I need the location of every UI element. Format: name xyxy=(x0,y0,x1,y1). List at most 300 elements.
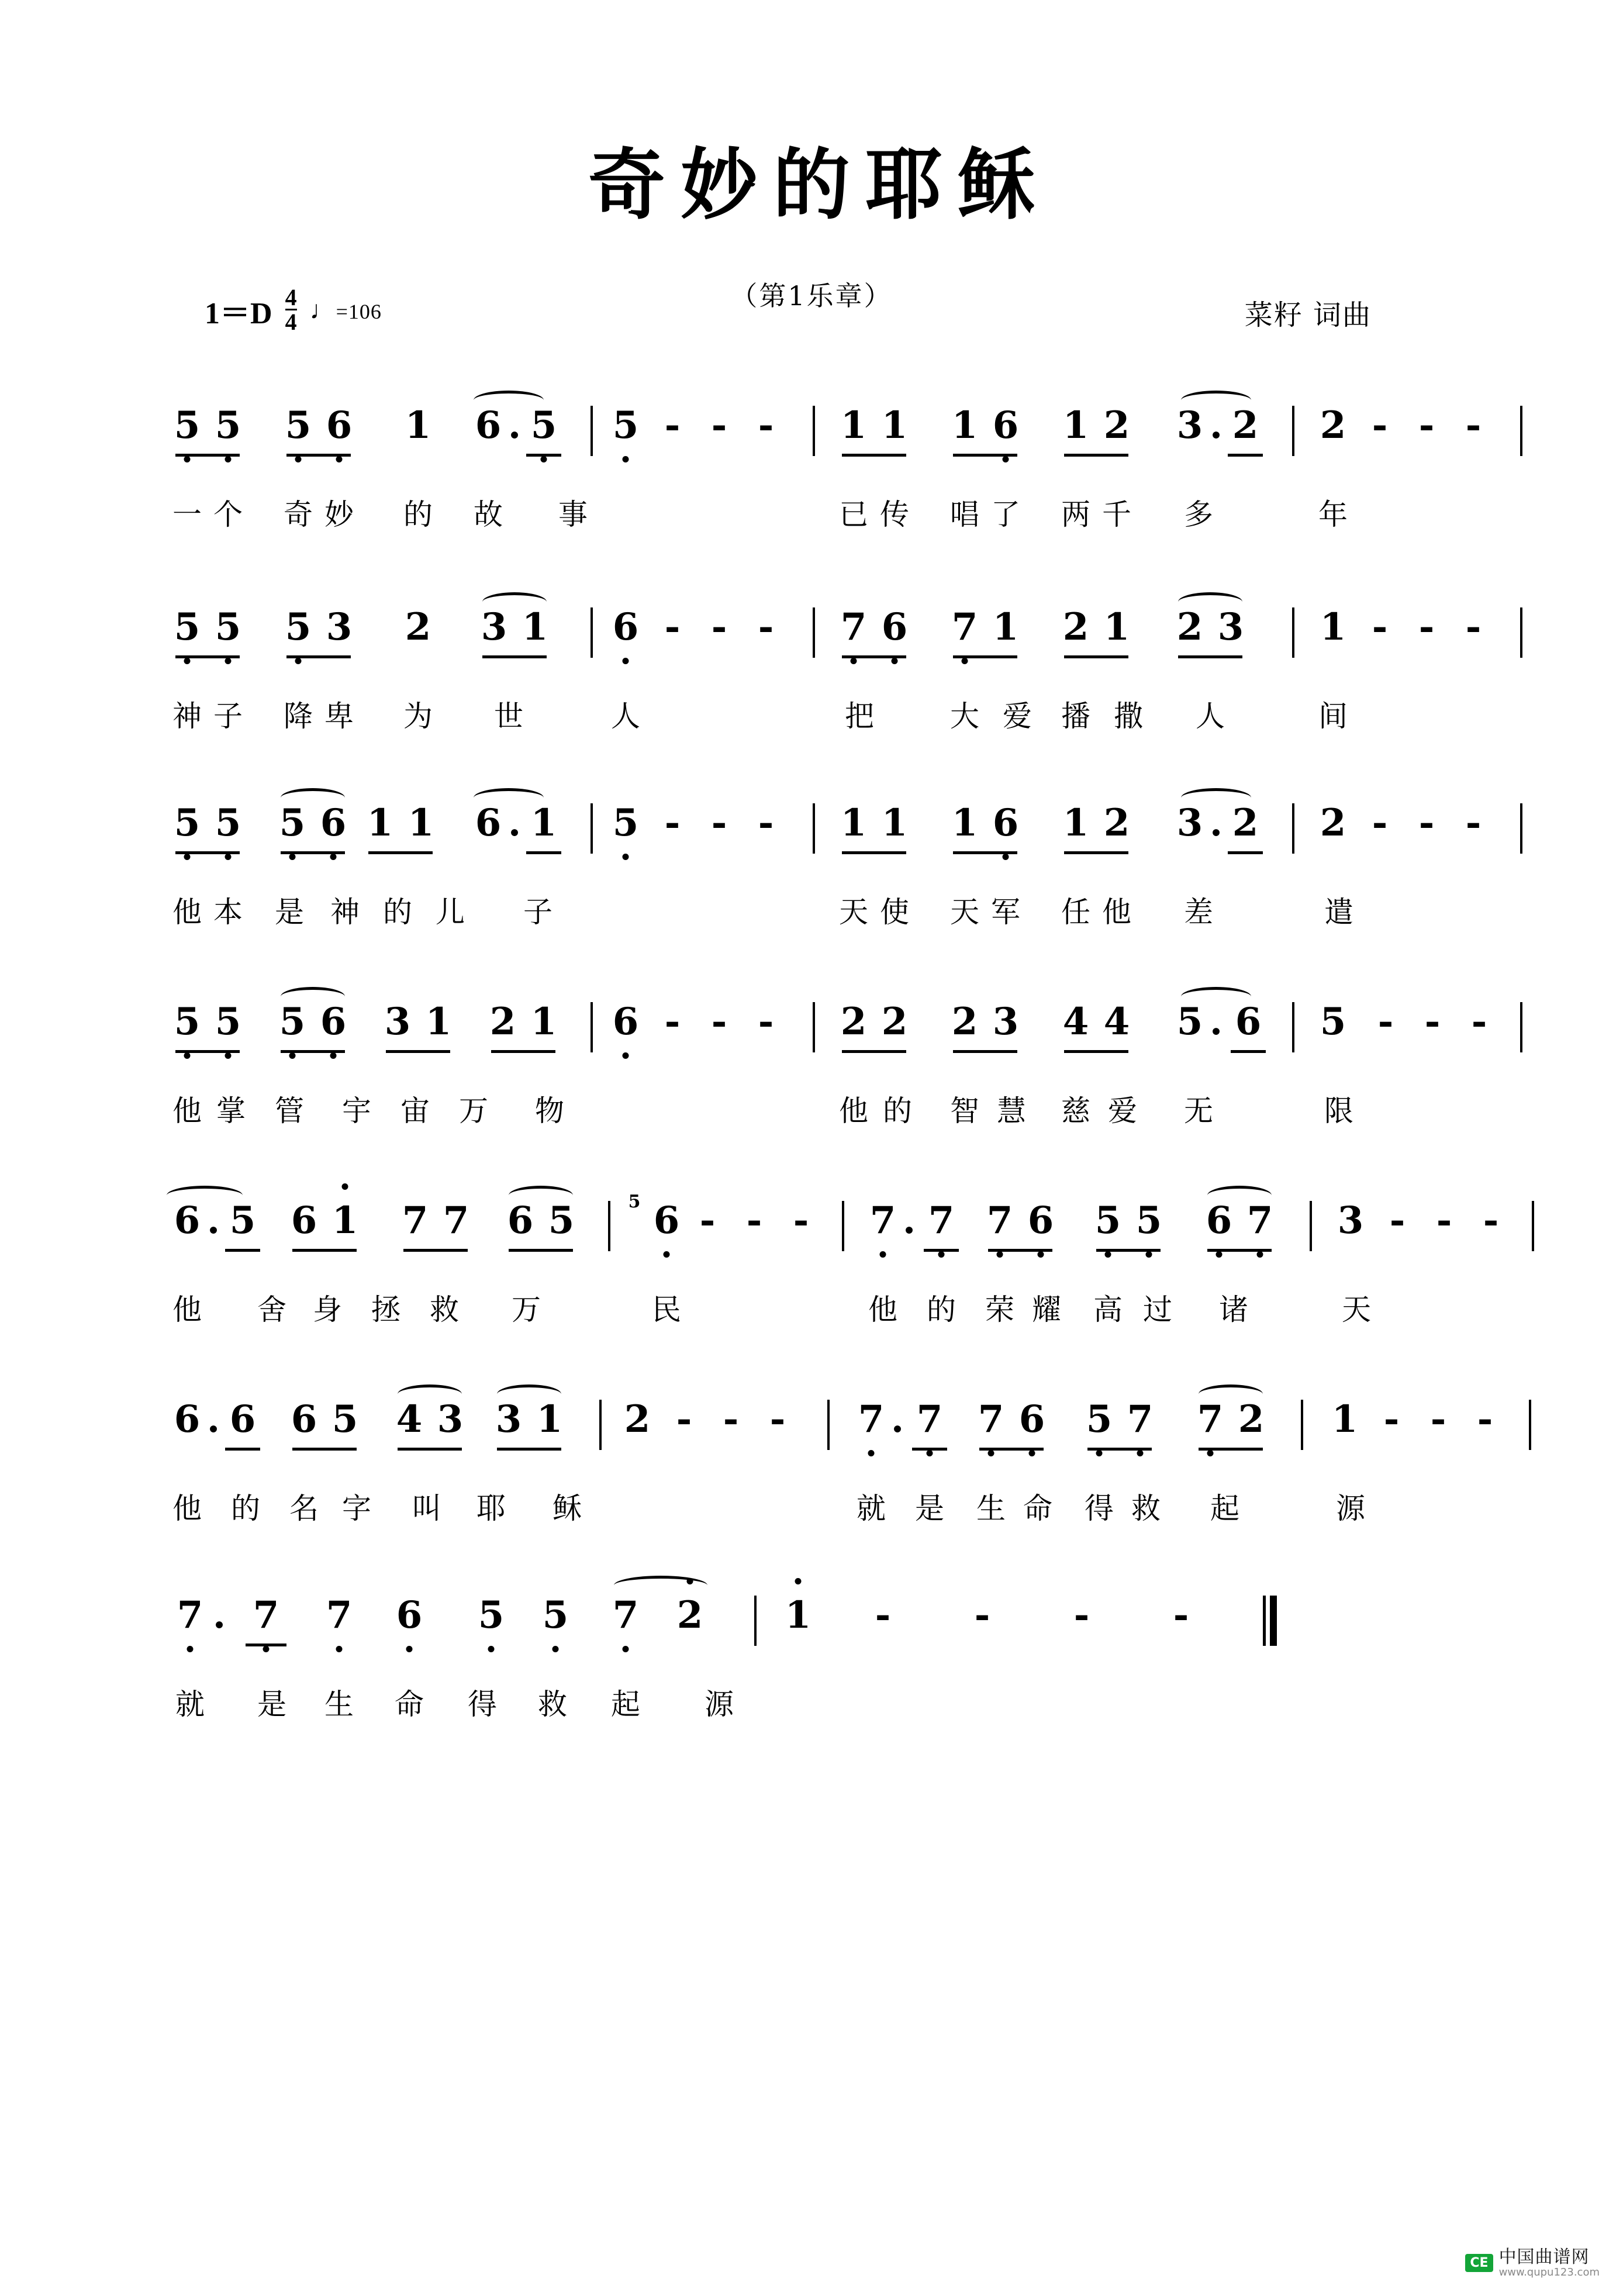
barline xyxy=(1520,803,1522,854)
beam xyxy=(482,655,547,658)
note: 5 xyxy=(1094,1199,1121,1242)
octave-dot-low xyxy=(868,1450,875,1456)
octave-dot-low xyxy=(295,456,302,462)
note: 4 xyxy=(1062,1000,1089,1044)
beam xyxy=(286,454,351,457)
sustain-dash: - xyxy=(758,605,774,649)
lyric-syllable: 就 xyxy=(175,1687,205,1721)
note: 3 xyxy=(1176,801,1203,845)
lyric-syllable: 他 xyxy=(172,1293,202,1327)
music-system-4 xyxy=(164,1000,1487,1128)
lyric-syllable: 爱 xyxy=(1003,699,1032,733)
note: 2 xyxy=(489,1000,516,1044)
lyric-syllable: 爱 xyxy=(1108,1094,1137,1128)
sustain-dash: - xyxy=(1418,801,1435,845)
lyric-syllable: 名 xyxy=(289,1491,319,1525)
barline xyxy=(813,803,815,854)
note: 7 xyxy=(253,1593,279,1637)
lyric-syllable: 差 xyxy=(1184,895,1213,929)
sustain-dash: - xyxy=(676,1397,692,1441)
music-system-1 xyxy=(164,403,1482,531)
beam xyxy=(281,851,345,854)
lyric-syllable: 就 xyxy=(857,1491,886,1525)
note-row-1 xyxy=(164,403,1482,474)
dot-extension: . xyxy=(206,1397,220,1441)
beam xyxy=(1207,1249,1272,1252)
beam xyxy=(988,1249,1052,1252)
lyric-syllable: 大 xyxy=(950,699,979,733)
lyric-syllable: 慧 xyxy=(997,1094,1026,1128)
octave-dot-low xyxy=(623,1646,629,1652)
octave-dot-low xyxy=(552,1646,559,1652)
octave-dot-low xyxy=(892,658,898,664)
note: 1 xyxy=(530,1000,557,1044)
grace-note: 5 xyxy=(628,1192,641,1212)
sustain-dash: - xyxy=(1383,1397,1400,1441)
octave-dot-low xyxy=(225,854,232,860)
note: 2 xyxy=(1232,801,1259,845)
lyric-syllable: 天 xyxy=(950,895,979,929)
note: 1 xyxy=(425,1000,452,1044)
sustain-dash: - xyxy=(664,605,681,649)
sustain-dash: - xyxy=(758,1000,774,1044)
note: 2 xyxy=(1062,605,1089,649)
octave-dot-low xyxy=(406,1646,413,1652)
sustain-dash: - xyxy=(1477,1397,1493,1441)
note-row-7 xyxy=(164,1593,1473,1663)
time-signature-numerator: 4 xyxy=(285,284,297,310)
dot-extension: . xyxy=(507,801,522,845)
octave-dot-low xyxy=(1038,1251,1044,1258)
sustain-dash: - xyxy=(711,801,727,845)
lyric-row-4 xyxy=(164,1087,1473,1144)
beam xyxy=(1064,851,1128,854)
octave-dot-low xyxy=(184,658,191,664)
note: 5 xyxy=(285,605,312,649)
lyric-syllable: 救 xyxy=(538,1687,567,1721)
octave-dot-low xyxy=(289,854,296,860)
sustain-dash: - xyxy=(711,403,727,447)
octave-dot-low xyxy=(623,1052,629,1059)
note: 6 xyxy=(229,1397,256,1441)
note: 5 xyxy=(285,403,312,447)
lyric-syllable: 子 xyxy=(213,699,243,733)
lyric-syllable: 的 xyxy=(927,1293,956,1327)
composer-credit: 菜籽 词曲 xyxy=(1244,299,1372,332)
lyric-syllable: 的 xyxy=(403,498,433,531)
octave-dot-low xyxy=(336,456,343,462)
note: 5 xyxy=(215,801,241,845)
note: 6 xyxy=(1027,1199,1054,1242)
note-row-3 xyxy=(164,801,1482,871)
lyric-syllable: 得 xyxy=(1085,1491,1114,1525)
note: 2 xyxy=(1238,1397,1265,1441)
note: 5 xyxy=(215,605,241,649)
lyric-syllable: 诸 xyxy=(1219,1293,1248,1327)
note: 6 xyxy=(326,403,353,447)
note: 1 xyxy=(840,801,867,845)
lyric-syllable: 民 xyxy=(652,1293,681,1327)
note: 3 xyxy=(326,605,353,649)
octave-dot-low xyxy=(1257,1251,1263,1258)
sustain-dash: - xyxy=(1372,605,1388,649)
lyric-syllable: 生 xyxy=(324,1687,354,1721)
note: 5 xyxy=(478,1593,505,1637)
octave-dot-low xyxy=(623,658,629,664)
octave-dot-low xyxy=(988,1450,994,1456)
note: 6 xyxy=(992,403,1019,447)
sustain-dash: - xyxy=(793,1199,809,1242)
lyric-syllable: 物 xyxy=(535,1094,564,1128)
lyric-syllable: 宇 xyxy=(342,1094,371,1128)
barline xyxy=(591,607,593,658)
note: 6 xyxy=(174,1397,201,1441)
lyric-syllable: 卑 xyxy=(324,699,354,733)
lyric-syllable: 身 xyxy=(313,1293,342,1327)
lyric-syllable: 起 xyxy=(611,1687,640,1721)
barline xyxy=(754,1596,757,1646)
note: 1 xyxy=(881,801,908,845)
beam xyxy=(386,1050,450,1053)
lyric-syllable: 把 xyxy=(845,699,874,733)
octave-dot-low xyxy=(938,1251,945,1258)
octave-dot-low xyxy=(225,456,232,462)
sustain-dash: - xyxy=(664,1000,681,1044)
lyric-syllable: 传 xyxy=(880,498,909,531)
note: 1 xyxy=(331,1199,358,1242)
note: 5 xyxy=(174,403,201,447)
barline xyxy=(1292,607,1294,658)
note: 7 xyxy=(951,605,978,649)
note: 7 xyxy=(1246,1199,1273,1242)
note: 6 xyxy=(1235,1000,1262,1044)
lyric-syllable: 万 xyxy=(512,1293,541,1327)
barline xyxy=(827,1400,830,1450)
barline xyxy=(1292,406,1294,456)
lyric-syllable: 拯 xyxy=(371,1293,400,1327)
beam xyxy=(225,1249,260,1252)
lyric-syllable: 妙 xyxy=(324,498,354,531)
watermark-site-url: www.qupu123.com xyxy=(1498,2266,1600,2279)
sustain-dash: - xyxy=(875,1593,891,1637)
time-signature-denominator: 4 xyxy=(285,309,297,335)
octave-dot-low xyxy=(1096,1450,1103,1456)
note: 5 xyxy=(548,1199,575,1242)
lyric-row-1 xyxy=(164,491,1473,547)
tempo-marking xyxy=(310,295,382,325)
barline xyxy=(599,1400,602,1450)
beam xyxy=(175,655,240,658)
lyric-syllable: 宙 xyxy=(400,1094,430,1128)
sustain-dash: - xyxy=(1424,1000,1441,1044)
note: 2 xyxy=(1176,605,1203,649)
sustain-dash: - xyxy=(711,1000,727,1044)
lyric-syllable: 年 xyxy=(1318,498,1348,531)
octave-dot-low xyxy=(623,456,629,462)
music-system-3 xyxy=(164,801,1482,929)
octave-dot-low xyxy=(1029,1450,1035,1456)
lyric-syllable: 得 xyxy=(468,1687,497,1721)
note: 5 xyxy=(612,801,639,845)
barline xyxy=(1292,803,1294,854)
octave-dot-low xyxy=(488,1646,495,1652)
lyric-syllable: 是 xyxy=(915,1491,944,1525)
lyric-syllable: 字 xyxy=(342,1491,371,1525)
sustain-dash: - xyxy=(746,1199,762,1242)
note: 5 xyxy=(279,801,306,845)
lyric-syllable: 了 xyxy=(991,498,1020,531)
dot-extension: . xyxy=(890,1397,904,1441)
barline xyxy=(1310,1201,1312,1251)
note: 2 xyxy=(1320,801,1346,845)
octave-dot-low xyxy=(851,658,857,664)
note: 6 xyxy=(612,1000,639,1044)
lyric-syllable: 他 xyxy=(172,1491,202,1525)
note: 3 xyxy=(1337,1199,1364,1242)
note: 2 xyxy=(840,1000,867,1044)
note: 5 xyxy=(229,1199,256,1242)
note: 7 xyxy=(978,1397,1004,1441)
lyric-syllable: 儿 xyxy=(436,895,465,929)
octave-dot-low xyxy=(330,854,337,860)
octave-dot-low xyxy=(263,1646,270,1652)
note: 1 xyxy=(1062,801,1089,845)
beam xyxy=(175,851,240,854)
beam xyxy=(292,1448,357,1451)
note: 6 xyxy=(1018,1397,1045,1441)
sustain-dash: - xyxy=(1418,605,1435,649)
beam xyxy=(1231,1050,1266,1053)
note: 6 xyxy=(612,605,639,649)
note: 5 xyxy=(331,1397,358,1441)
octave-dot-low xyxy=(336,1646,343,1652)
note: 2 xyxy=(676,1593,703,1637)
sustain-dash: - xyxy=(1471,1000,1487,1044)
sustain-dash: - xyxy=(1465,801,1482,845)
note: 5 xyxy=(1320,1000,1346,1044)
dot-extension: . xyxy=(902,1199,916,1242)
note: 7 xyxy=(1127,1397,1154,1441)
sustain-dash: - xyxy=(769,1397,786,1441)
note: 6 xyxy=(992,801,1019,845)
sustain-dash: - xyxy=(1483,1199,1499,1242)
lyric-syllable: 无 xyxy=(1184,1094,1213,1128)
sustain-dash: - xyxy=(1389,1199,1406,1242)
sustain-dash: - xyxy=(723,1397,739,1441)
beam xyxy=(526,454,561,457)
beam xyxy=(491,1050,555,1053)
beam xyxy=(246,1644,286,1646)
octave-dot-low xyxy=(330,1052,337,1059)
lyric-row-6 xyxy=(164,1485,1473,1541)
lyric-syllable: 间 xyxy=(1318,699,1348,733)
sustain-dash: - xyxy=(699,1199,716,1242)
note: 5 xyxy=(542,1593,569,1637)
sustain-dash: - xyxy=(974,1593,990,1637)
note: 7 xyxy=(402,1199,429,1242)
note: 2 xyxy=(1232,403,1259,447)
note: 1 xyxy=(405,403,431,447)
barline xyxy=(813,607,815,658)
note: 1 xyxy=(992,605,1019,649)
page-title: 奇妙的耶稣 xyxy=(588,140,1050,230)
note: 1 xyxy=(951,403,978,447)
beam xyxy=(953,655,1017,658)
lyric-syllable: 已 xyxy=(839,498,868,531)
tempo-value: =106 xyxy=(336,299,382,323)
lyric-syllable: 神 xyxy=(172,699,202,733)
barline xyxy=(842,1201,844,1251)
note: 2 xyxy=(1320,403,1346,447)
lyric-syllable: 救 xyxy=(430,1293,459,1327)
key-and-tempo xyxy=(205,286,382,333)
octave-dot-low xyxy=(187,1646,194,1652)
sustain-dash: - xyxy=(664,403,681,447)
note: 6 xyxy=(174,1199,201,1242)
beam xyxy=(979,1448,1044,1451)
sustain-dash: - xyxy=(1377,1000,1394,1044)
lyric-syllable: 遣 xyxy=(1324,895,1353,929)
octave-dot-low xyxy=(664,1251,670,1258)
octave-dot-low xyxy=(541,456,547,462)
note: 7 xyxy=(986,1199,1013,1242)
note: 5 xyxy=(215,1000,241,1044)
note: 1 xyxy=(1331,1397,1358,1441)
watermark xyxy=(1465,2247,1600,2278)
sustain-dash: - xyxy=(758,403,774,447)
barline xyxy=(591,406,593,456)
beam xyxy=(842,655,906,658)
octave-dot-low xyxy=(184,854,191,860)
octave-dot-low xyxy=(1137,1450,1144,1456)
music-system-5 xyxy=(164,1192,1499,1327)
octave-dot-low xyxy=(225,658,232,664)
lyric-syllable: 事 xyxy=(558,498,588,531)
lyric-syllable: 任 xyxy=(1061,895,1090,929)
lyric-syllable: 荣 xyxy=(985,1293,1014,1327)
barline xyxy=(1520,1002,1522,1052)
note: 7 xyxy=(916,1397,943,1441)
barline xyxy=(1301,1400,1303,1450)
beam xyxy=(403,1249,468,1252)
lyric-syllable: 是 xyxy=(257,1687,286,1721)
note: 7 xyxy=(326,1593,353,1637)
music-system-7 xyxy=(164,1593,1473,1720)
note: 1 xyxy=(536,1397,563,1441)
beam xyxy=(953,851,1017,854)
note: 5 xyxy=(1176,1000,1203,1044)
lyric-syllable: 天 xyxy=(839,895,868,929)
note: 1 xyxy=(1062,403,1089,447)
beam xyxy=(842,454,906,457)
sustain-dash: - xyxy=(664,801,681,845)
octave-dot-low xyxy=(880,1251,886,1258)
note: 7 xyxy=(443,1199,469,1242)
barline xyxy=(813,1002,815,1052)
note: 3 xyxy=(481,605,507,649)
octave-dot-high xyxy=(687,1578,693,1584)
note-row-2 xyxy=(164,605,1482,675)
note: 2 xyxy=(881,1000,908,1044)
beam xyxy=(1064,454,1128,457)
note: 1 xyxy=(840,403,867,447)
watermark-site-name: 中国曲谱网 xyxy=(1498,2247,1590,2268)
lyric-syllable: 人 xyxy=(1196,699,1225,733)
note: 1 xyxy=(522,605,548,649)
page-subtitle: （第1乐章） xyxy=(730,280,893,312)
lyric-syllable: 舍 xyxy=(257,1293,286,1327)
barline xyxy=(1520,406,1522,456)
lyric-syllable: 人 xyxy=(611,699,640,733)
note: 2 xyxy=(1103,403,1130,447)
note: 7 xyxy=(177,1593,203,1637)
dot-extension: . xyxy=(1209,801,1223,845)
lyric-row-5 xyxy=(164,1286,1473,1342)
octave-dot-high xyxy=(342,1183,348,1190)
dot-extension: . xyxy=(1209,1000,1223,1044)
note-row-6 xyxy=(164,1397,1493,1468)
lyric-syllable: 起 xyxy=(1210,1491,1239,1525)
note: 6 xyxy=(507,1199,534,1242)
sustain-dash: - xyxy=(1073,1593,1090,1637)
lyric-syllable: 的 xyxy=(383,895,412,929)
lyric-syllable: 稣 xyxy=(552,1491,582,1525)
lyric-syllable: 耶 xyxy=(476,1491,506,1525)
octave-dot-low xyxy=(184,1052,191,1059)
octave-dot-low xyxy=(962,658,968,664)
beam xyxy=(526,851,561,854)
sustain-dash: - xyxy=(1465,403,1482,447)
music-system-6 xyxy=(164,1397,1493,1525)
lyric-syllable: 是 xyxy=(275,895,304,929)
lyric-syllable: 天 xyxy=(1342,1293,1371,1327)
note: 6 xyxy=(291,1397,317,1441)
lyric-syllable: 个 xyxy=(213,498,243,531)
sustain-dash: - xyxy=(711,605,727,649)
beam xyxy=(1096,1249,1161,1252)
lyric-syllable: 限 xyxy=(1324,1094,1353,1128)
octave-dot-low xyxy=(225,1052,232,1059)
watermark-text-block xyxy=(1499,2247,1600,2278)
time-signature xyxy=(285,286,297,333)
lyric-row-3 xyxy=(164,889,1473,945)
beam xyxy=(1228,454,1263,457)
note: 7 xyxy=(612,1593,639,1637)
note: 1 xyxy=(408,801,434,845)
lyric-syllable: 使 xyxy=(880,895,909,929)
octave-dot-low xyxy=(623,854,629,860)
beam xyxy=(368,851,433,854)
octave-dot-low xyxy=(289,1052,296,1059)
beam xyxy=(1064,1050,1128,1053)
sustain-dash: - xyxy=(1372,801,1388,845)
lyric-syllable: 为 xyxy=(403,699,433,733)
note: 1 xyxy=(881,403,908,447)
note: 5 xyxy=(215,403,241,447)
beam xyxy=(912,1448,947,1451)
lyric-syllable: 世 xyxy=(494,699,523,733)
lyric-row-2 xyxy=(164,693,1473,749)
lyric-syllable: 他 xyxy=(172,895,202,929)
note: 6 xyxy=(291,1199,317,1242)
note: 6 xyxy=(396,1593,423,1637)
note: 5 xyxy=(1135,1199,1162,1242)
lyric-syllable: 播 xyxy=(1061,699,1090,733)
dot-extension: . xyxy=(507,403,522,447)
beam xyxy=(292,1249,357,1252)
octave-dot-low xyxy=(927,1450,933,1456)
beam xyxy=(1087,1448,1152,1451)
